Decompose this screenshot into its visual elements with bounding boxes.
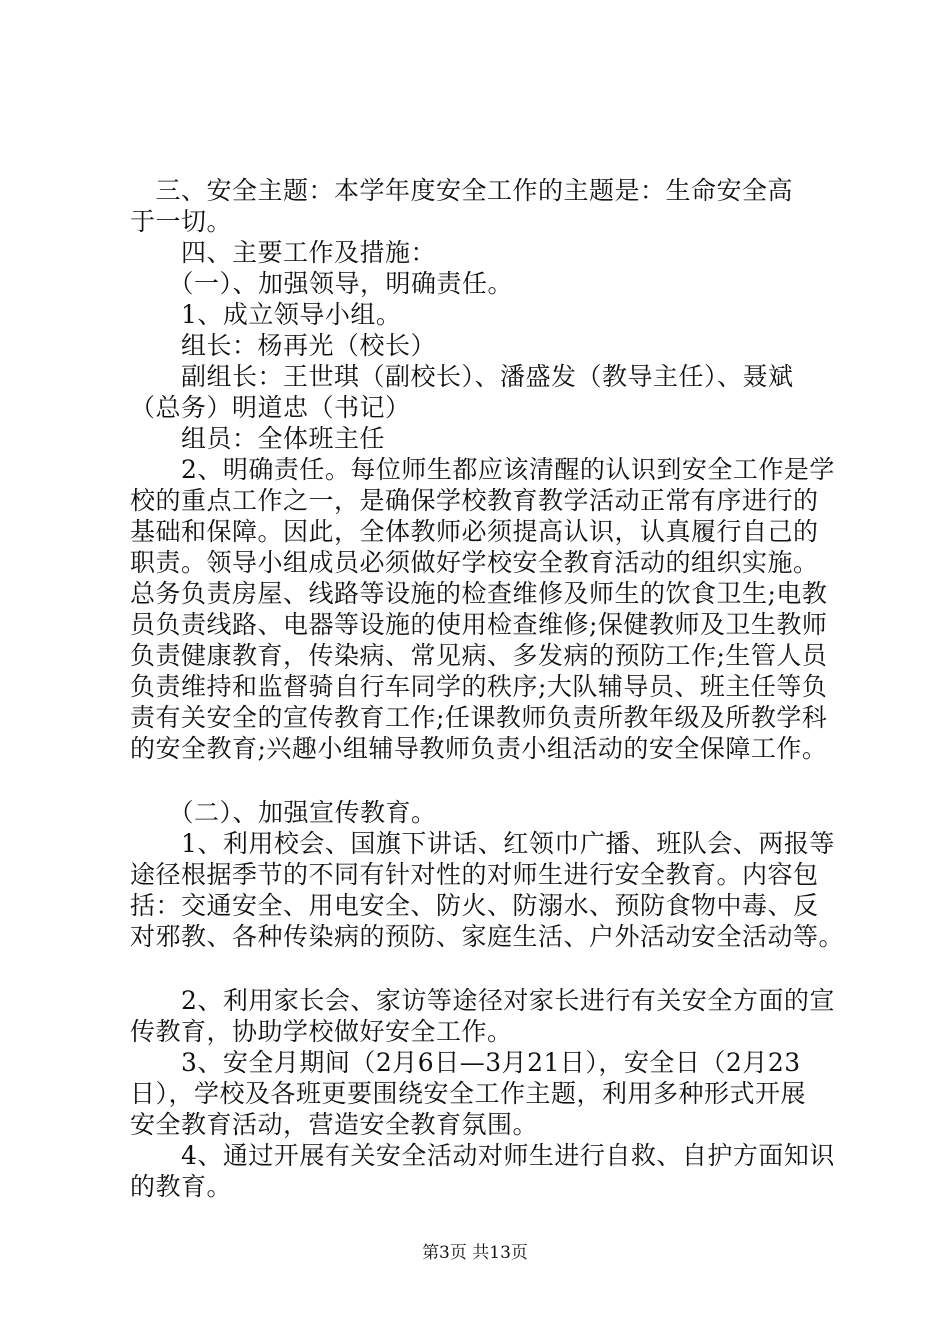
text-line: 负责健康教育，传染病、常见病、多发病的预防工作;生管人员 xyxy=(130,641,828,670)
text-line: 安全教育活动，营造安全教育氛围。 xyxy=(130,1110,539,1139)
text-line: 副组长：王世琪（副校长）、潘盛发（教导主任）、聂斌 xyxy=(130,362,794,391)
text-line: 负责维持和监督骑自行车同学的秩序;大队辅导员、班主任等负 xyxy=(130,672,828,701)
text-line: 基础和保障。因此，全体教师必须提高认识，认真履行自己的 xyxy=(130,517,819,546)
document-body xyxy=(130,175,845,1202)
text-line: 员负责线路、电器等设施的使用检查维修;保健教师及卫生教师 xyxy=(130,610,828,639)
text-line: 途径根据季节的不同有针对性的对师生进行安全教育。内容包 xyxy=(130,860,819,889)
text-line: 1、利用校会、国旗下讲话、红领巾广播、班队会、两报等 xyxy=(130,829,835,858)
page-number-footer: 第3页 共13页 xyxy=(422,1243,528,1263)
text-line: 对邪教、各种传染病的预防、家庭生活、户外活动安全活动等。 xyxy=(130,922,845,951)
text-line: 职责。领导小组成员必须做好学校安全教育活动的组织实施。 xyxy=(130,548,819,577)
text-line: 总务负责房屋、线路等设施的检查维修及师生的饮食卫生;电教 xyxy=(130,579,828,608)
text-line: 的安全教育;兴趣小组辅导教师负责小组活动的安全保障工作。 xyxy=(130,734,828,763)
text-line: 4、通过开展有关安全活动对师生进行自救、自护方面知识 xyxy=(130,1141,835,1170)
section-heading: （一）、加强领导，明确责任。 xyxy=(130,269,514,298)
paragraph-gap xyxy=(130,764,835,797)
text-line: 于一切。 xyxy=(130,207,233,236)
section-heading: （二）、加强宣传教育。 xyxy=(130,798,437,827)
text-line: 组长：杨再光（校长） xyxy=(130,331,437,360)
text-line: 三、安全主题：本学年度安全工作的主题是：生命安全高 xyxy=(130,176,794,205)
text-line: 的教育。 xyxy=(130,1172,233,1201)
text-line: 四、主要工作及措施： xyxy=(130,238,437,267)
text-line: 传教育，协助学校做好安全工作。 xyxy=(130,1017,513,1046)
text-line: 括：交通安全、用电安全、防火、防溺水、预防食物中毒、反 xyxy=(130,891,819,920)
text-line: 1、成立领导小组。 xyxy=(130,300,402,329)
text-line: 2、明确责任。每位师生都应该清醒的认识到安全工作是学 xyxy=(130,455,835,484)
text-line: 日），学校及各班更要围绕安全工作主题，利用多种形式开展 xyxy=(130,1079,807,1108)
text-line: 校的重点工作之一，是确保学校教育教学活动正常有序进行的 xyxy=(130,486,819,515)
text-line: 3、安全月期间（2月6日—3月21日），安全日（2月23 xyxy=(130,1048,801,1077)
text-line: （总务）明道忠（书记） xyxy=(130,393,411,422)
text-line: 责有关安全的宣传教育工作;任课教师负责所教年级及所教学科 xyxy=(130,703,828,732)
text-line: 组员：全体班主任 xyxy=(130,424,386,453)
text-line: 2、利用家长会、家访等途径对家长进行有关安全方面的宣 xyxy=(130,986,835,1015)
paragraph-gap xyxy=(130,952,835,985)
